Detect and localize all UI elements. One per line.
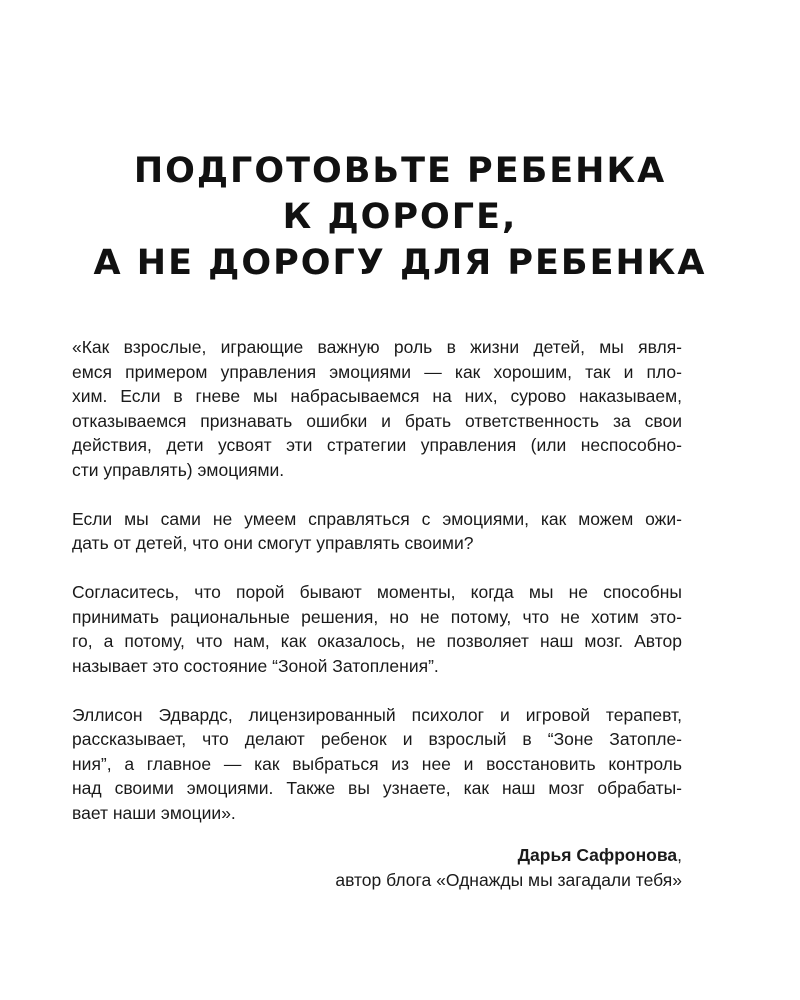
text-line: Эллисон Эдвардс, лицензированный психолог и игровой терапевт, [72, 704, 682, 725]
text-line: над своими эмоциями. Также вы узнаете, как наш мозг обрабаты- [72, 778, 682, 798]
text-line: называет это состояние “Зоной Затопления”. [72, 655, 439, 676]
quote-body [72, 335, 682, 850]
page-title [0, 148, 800, 286]
paragraph [72, 507, 682, 556]
paragraph [72, 703, 682, 826]
text-line: ния”, а главное — как выбраться из нее и восстановить контроль [72, 753, 682, 774]
author-name-suffix: , [677, 845, 682, 865]
author-name: Дарья Сафронова [517, 845, 678, 865]
text-line: хим. Если в гневе мы набрасываемся на них, сурово наказываем, [72, 386, 682, 406]
text-line: Согласитесь, что порой бывают моменты, когда мы не способны [72, 582, 682, 602]
text-line: го, а потому, что нам, как оказалось, не позволяет наш мозг. Автор [72, 631, 682, 651]
text-line: вает наши эмоции». [72, 802, 236, 823]
paragraph [72, 335, 682, 482]
text-line: действия, дети усвоят эти стратегии управления (или неспособно- [72, 435, 682, 455]
text-line: Если мы сами не умеем справляться с эмоциями, как можем ожи- [72, 508, 682, 529]
title-line: К ДОРОГЕ, [282, 197, 518, 237]
title-line: А НЕ ДОРОГУ ДЛЯ РЕБЕНКА [93, 243, 707, 283]
paragraph [72, 580, 682, 678]
text-line: принимать рациональные решения, но не потому, что не хотим это- [72, 606, 682, 627]
text-line: сти управлять) эмоциями. [72, 459, 285, 480]
title-line: ПОДГОТОВЬТЕ РЕБЕНКА [133, 151, 667, 191]
text-line: емся примером управления эмоциями — как хорошим, так и пло- [72, 361, 682, 382]
text-line: отказываемся признавать ошибки и брать ответственность за свои [72, 410, 682, 431]
signature-name-line [72, 843, 682, 868]
text-line: рассказывает, что делают ребенок и взрослый в “Зоне Затопле- [72, 729, 682, 749]
text-line: дать от детей, что они смогут управлять своими? [72, 533, 474, 553]
signature-block [72, 843, 682, 893]
text-line: «Как взрослые, играющие важную роль в жизни детей, мы явля- [72, 337, 682, 357]
author-role: автор блога «Однажды мы загадали тебя» [335, 870, 682, 890]
